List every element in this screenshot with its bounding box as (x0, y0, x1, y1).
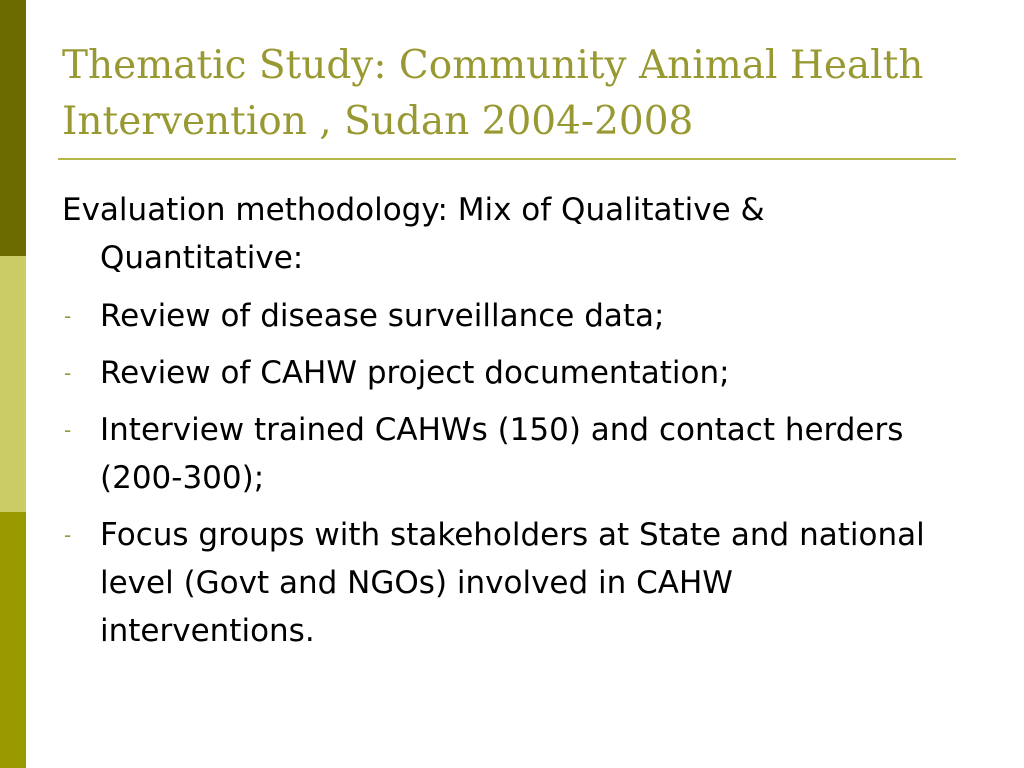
side-bar-top (0, 0, 26, 256)
side-bar-middle (0, 256, 26, 512)
bullet-text: Focus groups with stakeholders at State and national level (Govt and NGOs) involved in CAHW interventions. (100, 517, 925, 649)
slide-title-line-1: Thematic Study: Community Animal Health (62, 43, 924, 88)
bullet-item (62, 406, 942, 502)
dash-icon: - (64, 361, 72, 385)
bullet-text: Review of disease surveillance data; (100, 298, 665, 334)
side-bar-bottom (0, 512, 26, 768)
bullet-item (62, 511, 942, 655)
dash-icon: - (64, 418, 72, 442)
slide-body (62, 186, 942, 664)
slide-title-line-2: Intervention , Sudan 2004-2008 (62, 99, 694, 144)
bullet-item (62, 349, 942, 397)
slide-title (62, 38, 982, 150)
bullet-text: Interview trained CAHWs (150) and contact herders (200-300); (100, 412, 904, 496)
bullet-item (62, 292, 942, 340)
bullet-list (62, 292, 942, 655)
dash-icon: - (64, 304, 72, 328)
dash-icon: - (64, 523, 72, 547)
bullet-text: Review of CAHW project documentation; (100, 355, 730, 391)
title-divider (58, 158, 956, 160)
intro-text: Evaluation methodology: Mix of Qualitative & Quantitative: (62, 192, 765, 276)
